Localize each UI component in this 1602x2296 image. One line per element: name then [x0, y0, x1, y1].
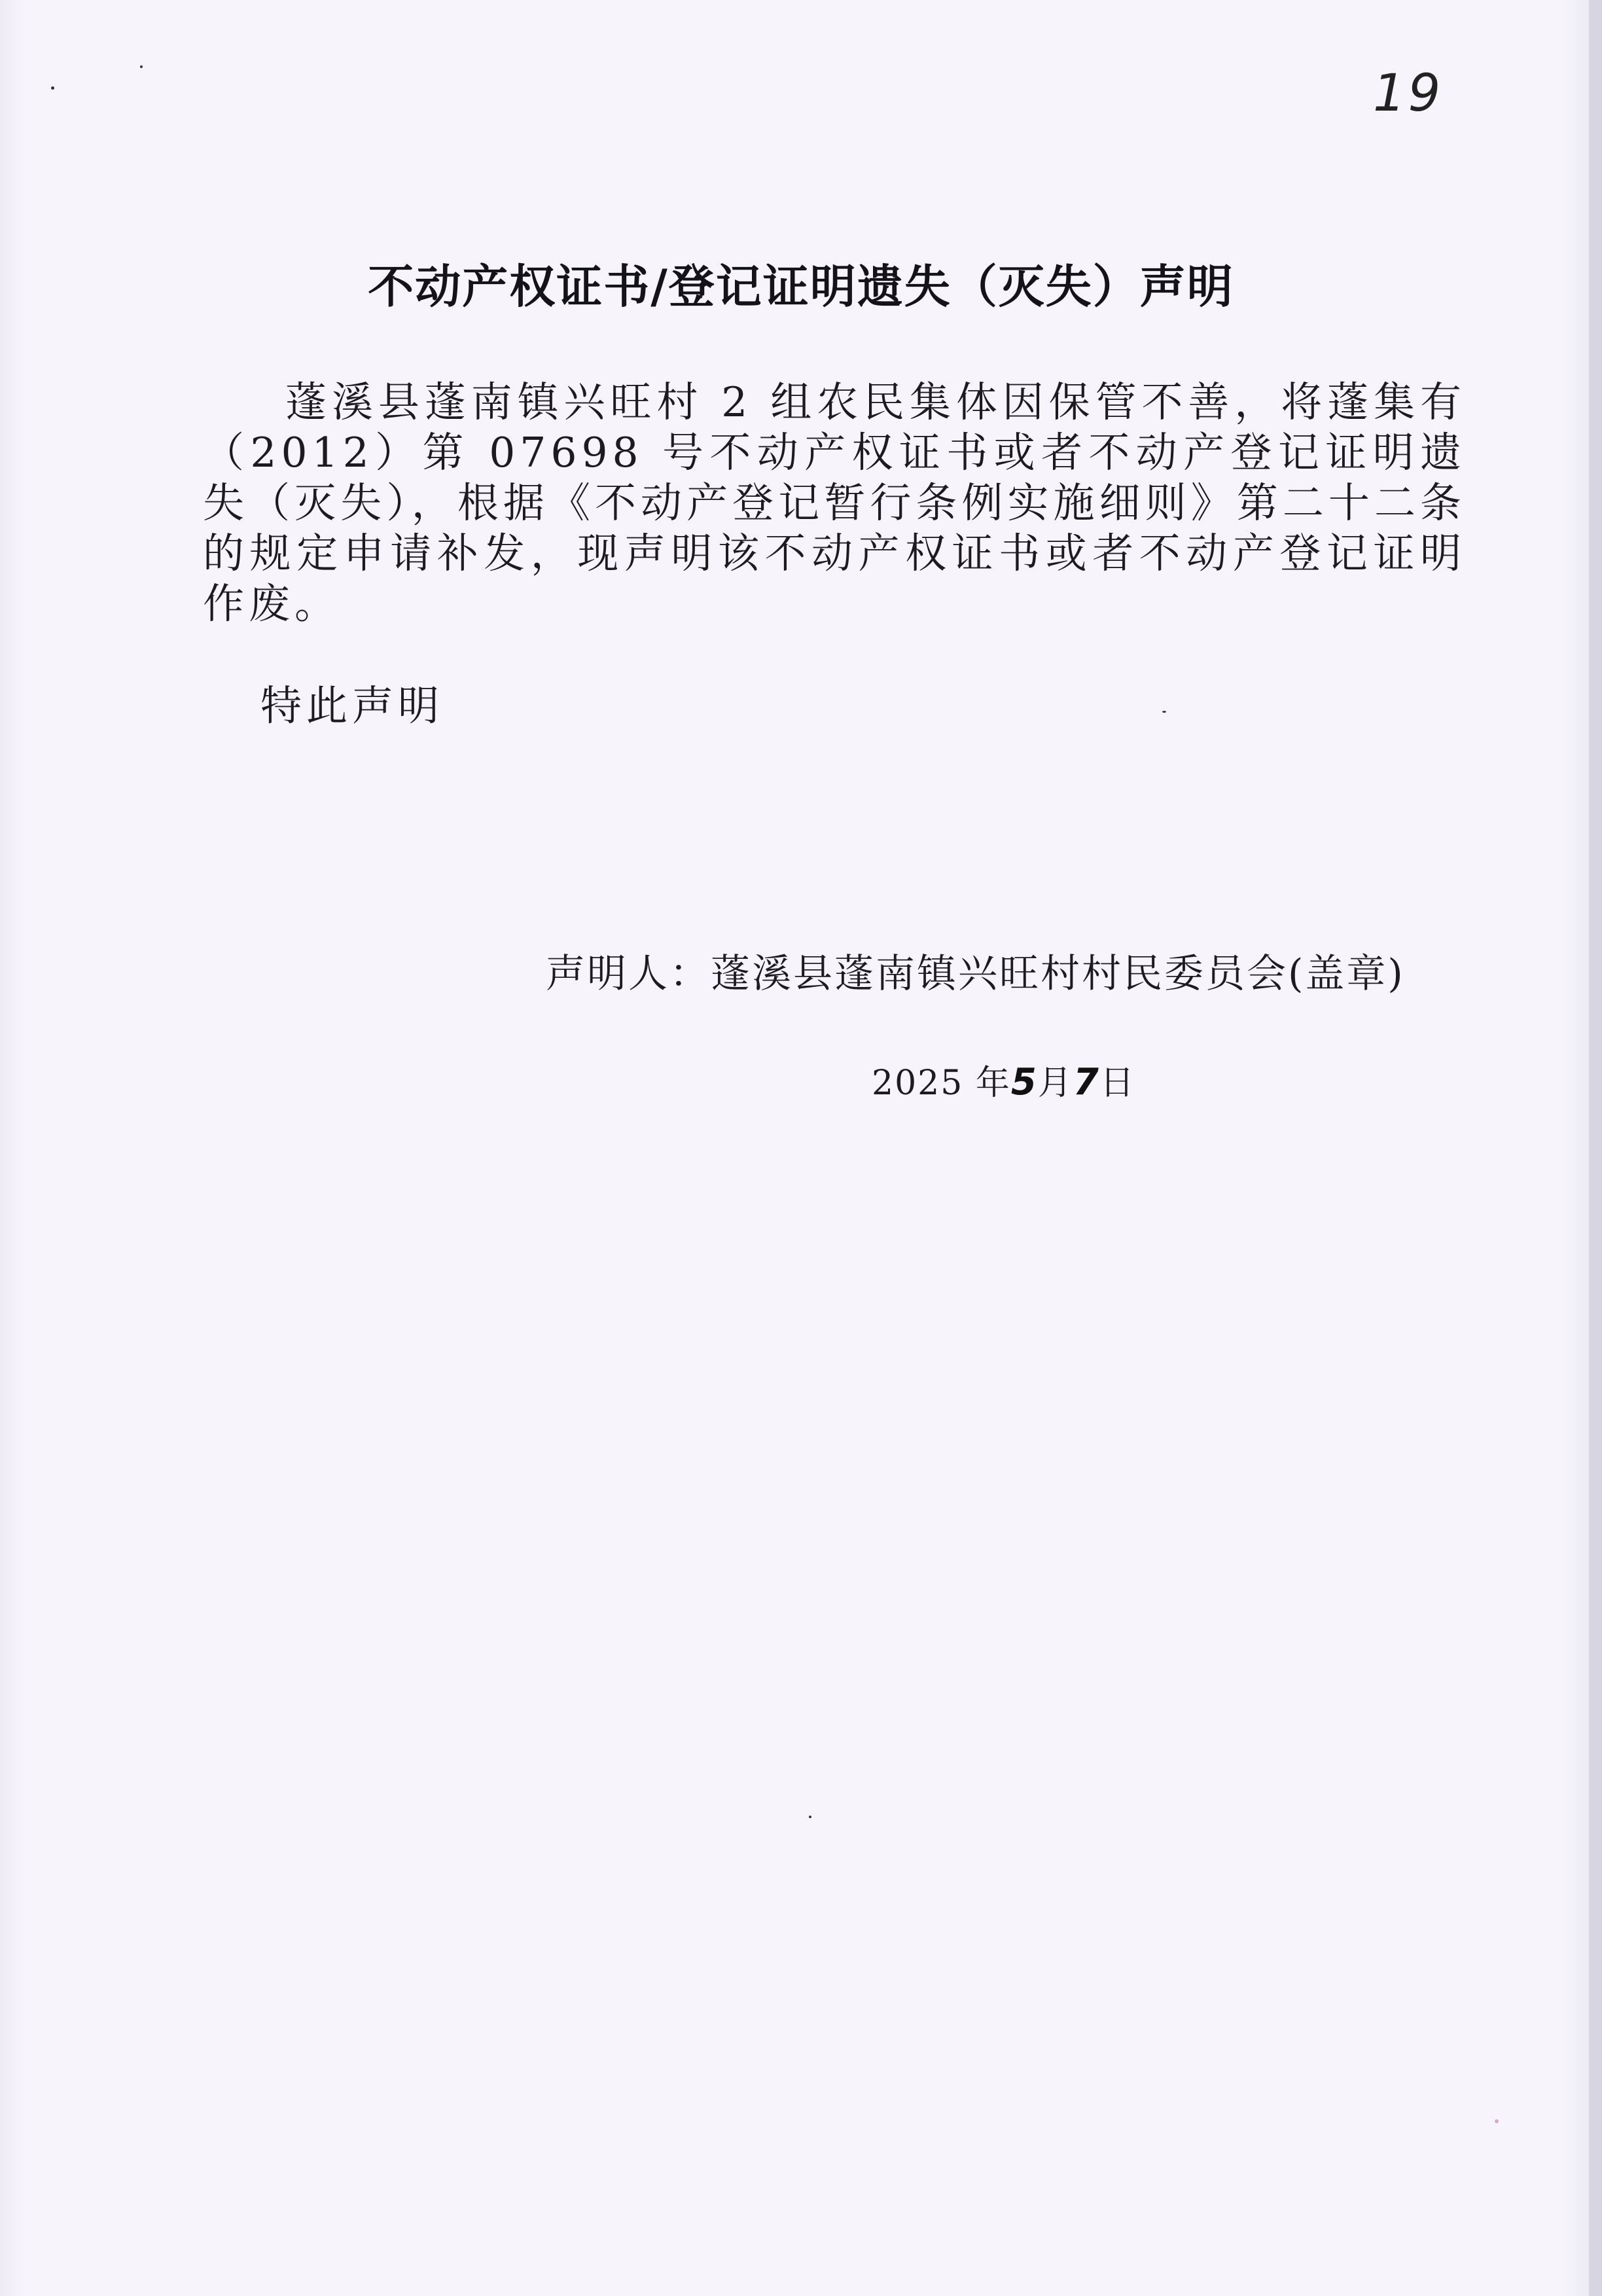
- declarant-line: 声明人：蓬溪县蓬南镇兴旺村村民委员会(盖章): [546, 951, 1405, 997]
- scan-speck: [51, 86, 54, 90]
- date-day-handwritten: 7: [1073, 1061, 1100, 1103]
- date-day-unit: 日: [1099, 1064, 1135, 1103]
- handwritten-page-number: 19: [1373, 64, 1444, 123]
- scan-edge: [1589, 0, 1602, 2296]
- document-title: 不动产权证书/登记证明遗失（灭失）声明: [368, 260, 1234, 314]
- date-year-unit: 年: [963, 1064, 1011, 1103]
- date-line: [872, 1055, 1135, 1104]
- scan-speck: [1495, 2119, 1499, 2123]
- closing-phrase: 特此声明: [260, 682, 444, 730]
- scan-speck: [140, 65, 143, 68]
- statement-body: 蓬溪县蓬南镇兴旺村 2 组农民集体因保管不善，将蓬集有（2012）第 07698 号不动产权证书或者不动产登记证明遗失（灭失），根据《不动产登记暂行条例实施细则》第二十二条的规定申请补发，现声明该不动产权证书或者不动产登记证明作废。: [203, 378, 1466, 628]
- scan-speck: [1162, 711, 1166, 713]
- date-month-unit: 月: [1037, 1064, 1073, 1103]
- date-year: 2025: [872, 1064, 964, 1103]
- date-month-handwritten: 5: [1010, 1061, 1038, 1103]
- scan-speck: [809, 1816, 811, 1818]
